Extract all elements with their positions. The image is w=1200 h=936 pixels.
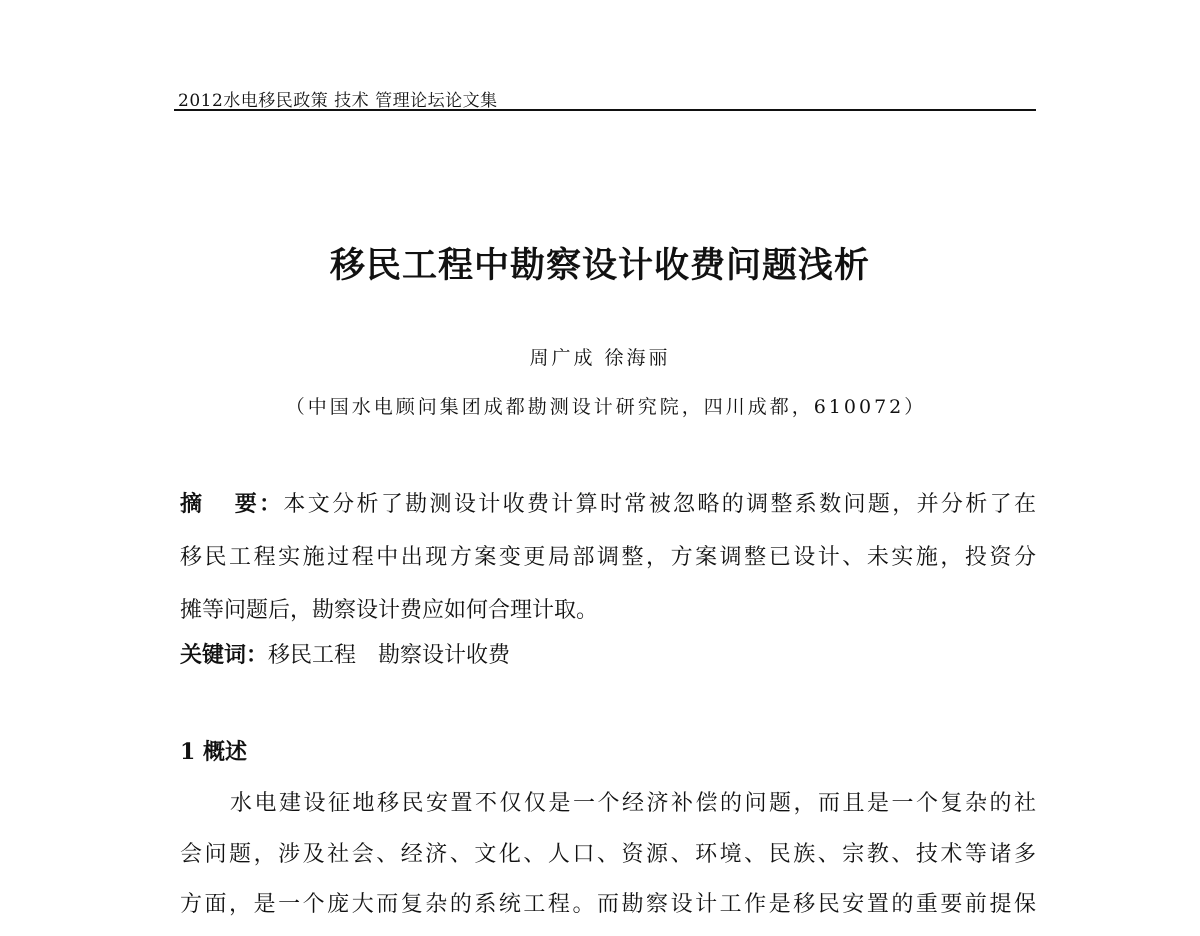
abstract-line-2: 移民工程实施过程中出现方案变更局部调整，方案调整已设计、未实施，投资分 — [180, 545, 1036, 570]
abstract-label-part1: 摘 — [180, 491, 205, 517]
section-heading: 1 概述 — [180, 739, 247, 765]
authors: 周广成 徐海丽 — [529, 347, 671, 369]
header-rule — [174, 109, 1036, 111]
paper-title: 移民工程中勘察设计收费问题浅析 — [329, 245, 870, 286]
section-paragraph-line-1: 水电建设征地移民安置不仅仅是一个经济补偿的问题，而且是一个复杂的社 — [230, 791, 1036, 816]
abstract-line-1 — [180, 478, 1036, 531]
keywords-label: 关键词： — [180, 642, 269, 668]
keywords-line — [180, 629, 1036, 682]
abstract-text-line-1: 本文分析了勘测设计收费计算时常被忽略的调整系数问题，并分析了在 — [283, 492, 1036, 517]
section-paragraph-line-2: 会问题，涉及社会、经济、文化、人口、资源、环境、民族、宗教、技术等诸多 — [180, 842, 1036, 867]
keyword-1: 移民工程 — [268, 643, 357, 668]
abstract-label-part2: 要： — [232, 491, 284, 517]
abstract-line-3: 摊等问题后，勘察设计费应如何合理计取。 — [180, 598, 599, 623]
section-paragraph-line-3: 方面，是一个庞大而复杂的系统工程。而勘察设计工作是移民安置的重要前提保 — [180, 892, 1036, 917]
affiliation: （中国水电顾问集团成都勘测设计研究院，四川成都，610072） — [285, 396, 927, 418]
running-header: 2012水电移民政策 技术 管理论坛论文集 — [178, 91, 498, 111]
keyword-2: 勘察设计收费 — [378, 643, 511, 668]
